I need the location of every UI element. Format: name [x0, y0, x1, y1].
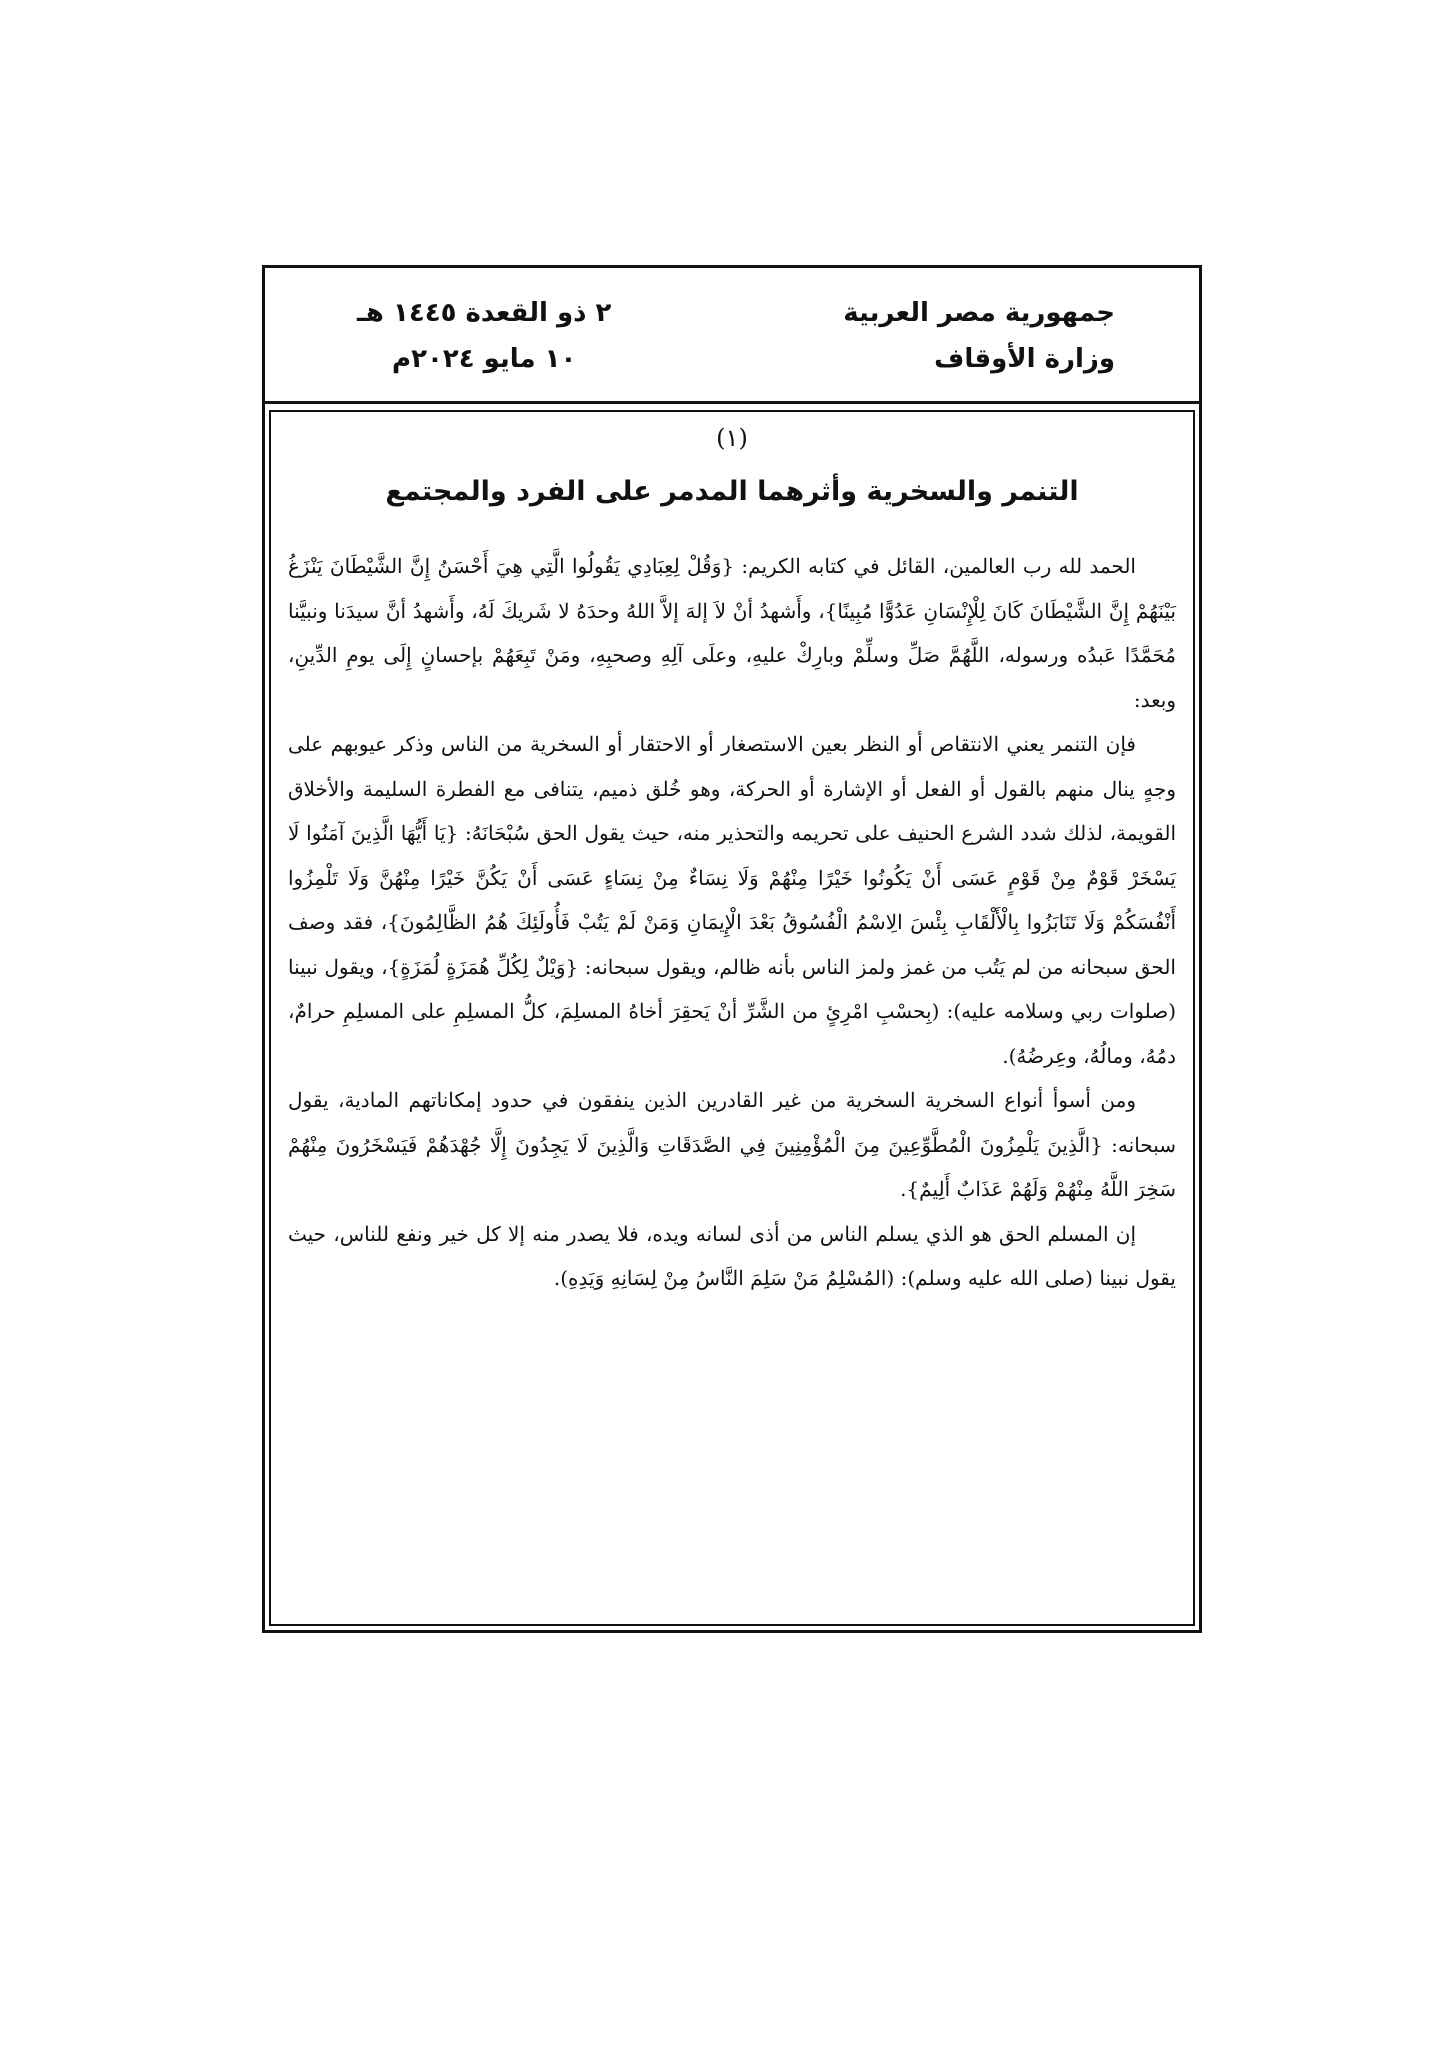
paragraph-definition: فإن التنمر يعني الانتقاص أو النظر بعين الاستصغار أو الاحتقار أو السخرية من الناس وذكر عيوبهم على وجهٍ ينال منهم بالقول أو الفعل أو الإشارة أو الحركة، وهو خُلق ذميم، يتنافى مع الفطرة السليمة والأخلاق القويمة، لذلك شدد الشرع الحنيف على تحريمه والتحذير منه، حيث يقول الحق سُبْحَانَهُ: {يَا أَيُّهَا الَّذِينَ آمَنُوا لَا يَسْخَرْ قَوْمٌ مِنْ قَوْمٍ عَسَى أَنْ يَكُونُوا خَيْرًا مِنْهُمْ وَلَا نِسَاءٌ مِنْ نِسَاءٍ عَسَى أَنْ يَكُنَّ خَيْرًا مِنْهُنَّ وَلَا تَلْمِزُوا أَنْفُسَكُمْ وَلَا تَنَابَزُوا بِالْأَلْقَابِ بِئْسَ الِاسْمُ الْفُسُوقُ بَعْدَ الْإِيمَانِ وَمَنْ لَمْ يَتُبْ فَأُولَئِكَ هُمُ الظَّالِمُونَ}، فقد وصف الحق سبحانه من لم يَتُب من غمز ولمز الناس بأنه ظالم، ويقول سبحانه: {وَيْلٌ لِكُلِّ هُمَزَةٍ لُمَزَةٍ}، ويقول نبينا (صلوات ربي وسلامه عليه): (بِحسْبِ امْرِئٍ من الشَّرِّ أنْ يَحقِرَ أخاهُ المسلِمَ، كلُّ المسلِمِ على المسلِمِ حرامٌ، دمُهُ، ومالُهُ، وعِرضُهُ).	[288, 732, 1176, 1068]
date-block	[357, 290, 611, 382]
sermon-body	[288, 544, 1176, 1301]
ministry-name: وزارة الأوقاف	[934, 344, 1115, 374]
country-name: جمهورية مصر العربية	[843, 298, 1115, 328]
page-number: (١)	[716, 424, 748, 452]
content-box	[269, 410, 1195, 1626]
document-frame	[262, 265, 1202, 1633]
paragraph-true-muslim: إن المسلم الحق هو الذي يسلم الناس من أذى لسانه ويده، فلا يصدر منه إلا كل خير ونفع للناس، حيث يقول نبينا (صلى الله عليه وسلم): (المُسْلِمُ مَنْ سَلِمَ النَّاسُ مِنْ لِسَانِهِ وَيَدِهِ).	[288, 1221, 1176, 1290]
paragraph-worst-mockery: ومن أسوأ أنواع السخرية السخرية من غير القادرين الذين ينفقون في حدود إمكاناتهم المادية، يقول سبحانه: {الَّذِينَ يَلْمِزُونَ الْمُطَّوِّعِينَ مِنَ الْمُؤْمِنِينَ فِي الصَّدَقَاتِ وَالَّذِينَ لَا يَجِدُونَ إِلَّا جُهْدَهُمْ فَيَسْخَرُونَ مِنْهُمْ سَخِرَ اللَّهُ مِنْهُمْ وَلَهُمْ عَذَابٌ أَلِيمٌ}.	[288, 1088, 1176, 1201]
issuer-block	[843, 290, 1115, 382]
gregorian-date: ١٠ مايو ٢٠٢٤م	[392, 344, 577, 374]
sermon-title: التنمر والسخرية وأثرهما المدمر على الفرد والمجتمع	[385, 476, 1079, 507]
document-header	[265, 268, 1199, 404]
hijri-date: ٢ ذو القعدة ١٤٤٥ هـ	[357, 298, 612, 328]
paragraph-opening: الحمد لله رب العالمين، القائل في كتابه الكريم: {وَقُلْ لِعِبَادِي يَقُولُوا الَّتِي هِيَ أَحْسَنُ إِنَّ الشَّيْطَانَ يَنْزَغُ بَيْنَهُمْ إِنَّ الشَّيْطَانَ كَانَ لِلْإِنْسَانِ عَدُوًّا مُبِينًا}، وأَشهدُ أنْ لاَ إلهَ إلاَّ اللهُ وحدَهُ لا شَريكَ لَهُ، وأَشهدُ أنَّ سيدَنا ونبيَّنا مُحَمَّدًا عَبدُه ورسوله، اللَّهُمَّ صَلِّ وسلِّمْ وبارِكْ عليهِ، وعلَى آلِهِ وصحبِهِ، ومَنْ تَبِعَهُمْ بإحسانٍ إِلَى يومِ الدِّينِ، وبعد:	[288, 554, 1176, 712]
